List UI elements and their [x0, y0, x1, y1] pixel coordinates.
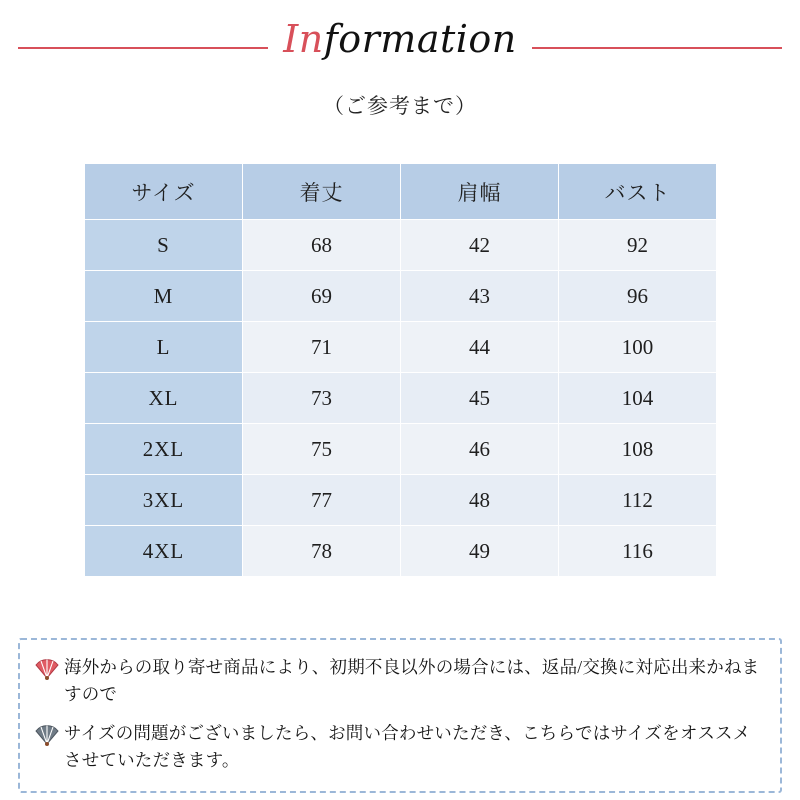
page-title-accent: In: [283, 17, 324, 61]
table-row: [85, 475, 717, 526]
folding-fan-icon: [34, 656, 60, 680]
cell-bust: 112: [559, 475, 717, 526]
cell-size: M: [85, 271, 243, 322]
table-body: [85, 220, 717, 577]
cell-shoulder: 44: [401, 322, 559, 373]
table-header: [85, 164, 717, 220]
size-table: [84, 163, 717, 577]
table-header-row: [85, 164, 717, 220]
cell-size: 4XL: [85, 526, 243, 577]
table-row: [85, 526, 717, 577]
column-header-shoulder: 肩幅: [401, 164, 559, 220]
cell-bust: 96: [559, 271, 717, 322]
notice-text: サイズの問題がございましたら、お問い合わせいただき、こちらではサイズをオススメさせていただきます。: [64, 723, 751, 771]
table-row: [85, 424, 717, 475]
cell-shoulder: 45: [401, 373, 559, 424]
header-rule-left: [18, 47, 268, 49]
cell-size: S: [85, 220, 243, 271]
cell-bust: 104: [559, 373, 717, 424]
cell-length: 75: [243, 424, 401, 475]
cell-shoulder: 46: [401, 424, 559, 475]
cell-size: 3XL: [85, 475, 243, 526]
cell-shoulder: 43: [401, 271, 559, 322]
column-header-length: 着丈: [243, 164, 401, 220]
page-title-rest: formation: [323, 17, 517, 61]
table-row: [85, 220, 717, 271]
notice-text: 海外からの取り寄せ商品により、初期不良以外の場合には、返品/交換に対応出来かねますので: [64, 657, 760, 705]
cell-shoulder: 49: [401, 526, 559, 577]
table-row: [85, 373, 717, 424]
header-rule-right: [532, 47, 782, 49]
column-header-bust: バスト: [559, 164, 717, 220]
cell-bust: 100: [559, 322, 717, 373]
notice-box: [18, 638, 782, 793]
cell-length: 69: [243, 271, 401, 322]
cell-shoulder: 42: [401, 220, 559, 271]
page-subtitle: （ご参考まで）: [323, 94, 477, 118]
cell-length: 73: [243, 373, 401, 424]
notice-item: [34, 720, 764, 774]
cell-bust: 116: [559, 526, 717, 577]
cell-size: 2XL: [85, 424, 243, 475]
cell-length: 71: [243, 322, 401, 373]
cell-shoulder: 48: [401, 475, 559, 526]
cell-length: 77: [243, 475, 401, 526]
table-row: [85, 322, 717, 373]
table-row: [85, 271, 717, 322]
page-title: [269, 17, 531, 61]
header: [0, 0, 800, 78]
notice-item: [34, 654, 764, 708]
size-table-container: [84, 163, 716, 577]
cell-bust: 108: [559, 424, 717, 475]
cell-length: 68: [243, 220, 401, 271]
cell-bust: 92: [559, 220, 717, 271]
folding-fan-icon: [34, 722, 60, 746]
column-header-size: サイズ: [85, 164, 243, 220]
cell-size: L: [85, 322, 243, 373]
cell-size: XL: [85, 373, 243, 424]
cell-length: 78: [243, 526, 401, 577]
